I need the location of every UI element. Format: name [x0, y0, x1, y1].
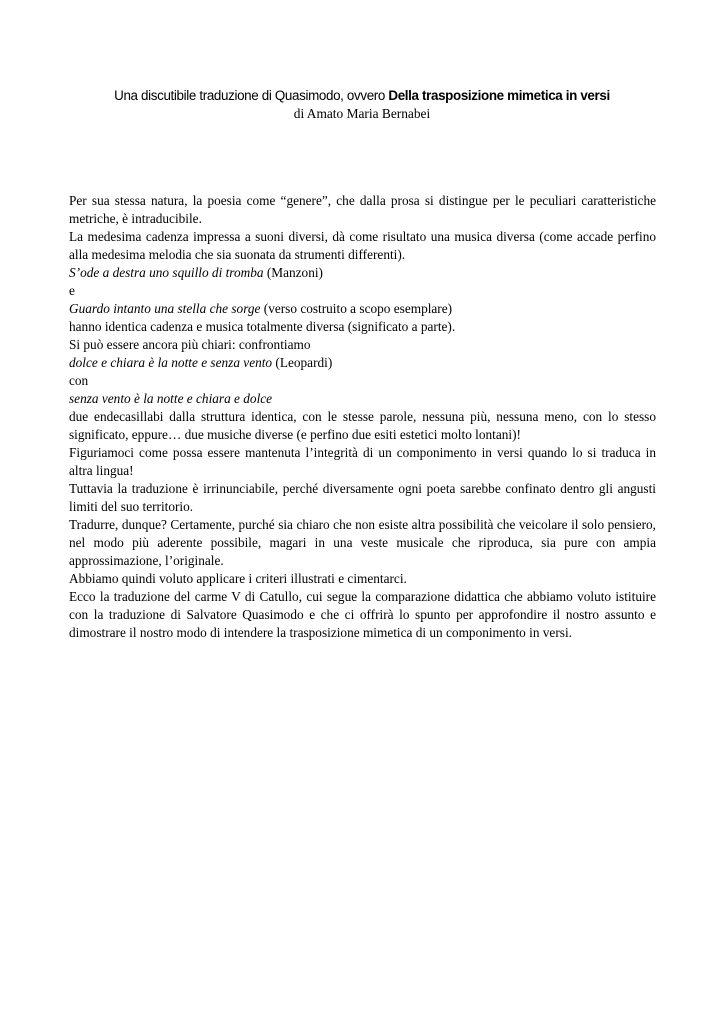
verse-manzoni-italic: S’ode a destra uno squillo di tromba	[69, 265, 264, 280]
verse-example-constructed	[69, 300, 656, 318]
paragraph-cadence: La medesima cadenza impressa a suoni diversi, dà come risultato una musica diversa (come accade perfino alla medesima melodia che sia suonata da strumenti differenti).	[69, 229, 656, 262]
verse-leopardi-attribution: (Leopardi)	[272, 355, 333, 370]
verse-constructed-note: (verso costruito a scopo esemplare)	[260, 301, 453, 316]
verse-reordered-italic: senza vento è la notte e chiara e dolce	[69, 391, 273, 406]
paragraph-catullus: Ecco la traduzione del carme V di Catullo, cui segue la comparazione didattica che abbiamo voluto istituire con la traduzione di Salvatore Quasimodo e che ci offrirà lo spunto per approfondire il nostro assunto e dimostrare il nostro modo di intendere la trasposizione mimetica di un componimento in versi.	[69, 589, 656, 640]
title-plain-text: Una discutibile traduzione di Quasimodo, ovvero	[114, 88, 389, 103]
paragraph-identical-cadence: hanno identica cadenza e musica totalmente diversa (significato a parte).	[69, 319, 456, 334]
verse-constructed-italic: Guardo intanto una stella che sorge	[69, 301, 261, 316]
document-body	[69, 192, 656, 642]
document-title	[0, 87, 724, 105]
conjunction-e: e	[69, 283, 75, 298]
verse-example-leopardi	[69, 354, 656, 372]
verse-manzoni-attribution: (Manzoni)	[263, 265, 323, 280]
paragraph-integrity: Figuriamoci come possa essere mantenuta l’integrità di un componimento in versi quando lo si traduca in altra lingua!	[69, 445, 656, 478]
paragraph-endecasillabi: due endecasillabi dalla struttura identica, con le stesse parole, nessuna più, nessuna meno, con lo stesso significato, eppure… due musiche diverse (e perfino due esiti estetici molto lontani)!	[69, 409, 656, 442]
title-bold-text: Della trasposizione mimetica in versi	[388, 88, 610, 103]
document-author: di Amato Maria Bernabei	[293, 106, 431, 121]
verse-example-manzoni	[69, 264, 656, 282]
paragraph-translate-thought: Tradurre, dunque? Certamente, purché sia chiaro che non esiste altra possibilità che veicolare il solo pensiero, nel modo più aderente possibile, magari in una veste musicale che riproduca, sia pure con ampia approssimazione, l’originale.	[69, 517, 656, 568]
paragraph-translation-essential: Tuttavia la traduzione è irrinunciabile, perché diversamente ogni poeta sarebbe confinato dentro gli angusti limiti del suo territorio.	[69, 481, 656, 514]
paragraph-intro: Per sua stessa natura, la poesia come “genere”, che dalla prosa si distingue per le peculiari caratteristiche metriche, è intraducibile.	[69, 193, 656, 226]
conjunction-con: con	[69, 373, 89, 388]
verse-example-reordered	[69, 390, 656, 408]
paragraph-apply-criteria: Abbiamo quindi voluto applicare i criteri illustrati e cimentarci.	[69, 571, 407, 586]
verse-leopardi-italic: dolce e chiara è la notte e senza vento	[69, 355, 273, 370]
paragraph-compare: Si può essere ancora più chiari: confrontiamo	[69, 337, 311, 352]
